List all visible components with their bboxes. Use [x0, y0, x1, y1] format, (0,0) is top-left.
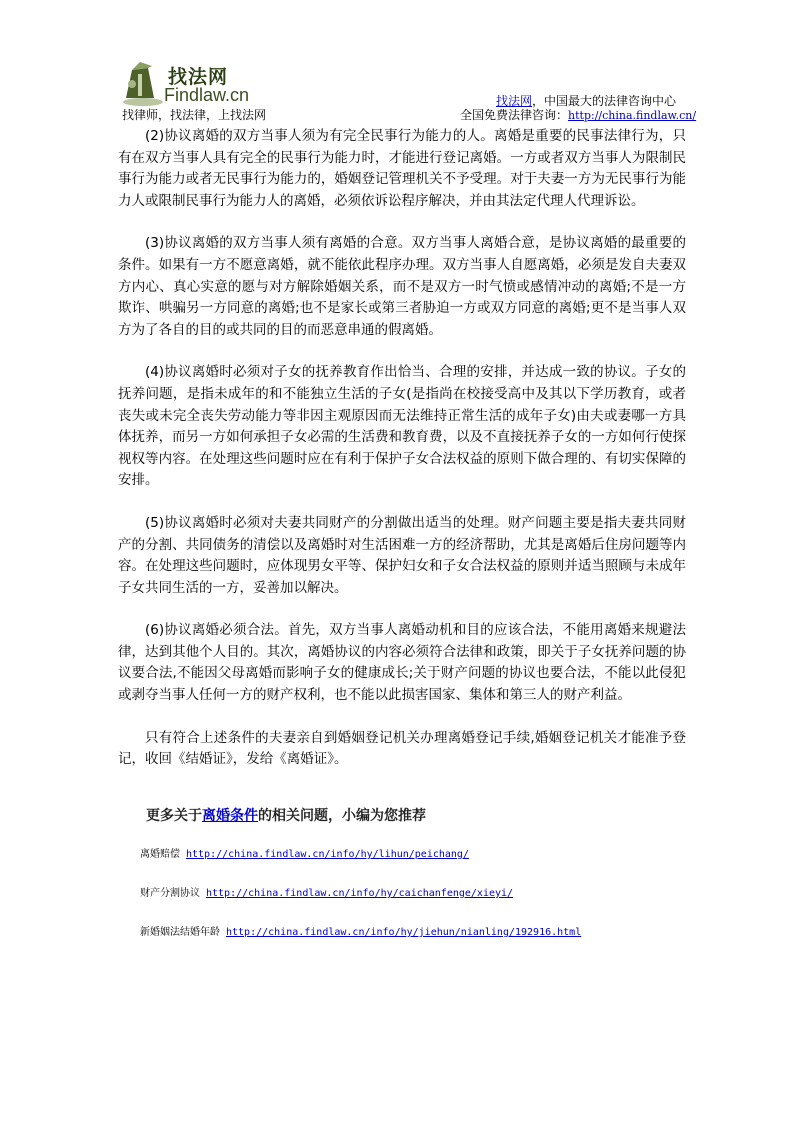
recommend-prefix: 更多关于 — [146, 808, 202, 824]
logo-chinese-text: 找法网 — [168, 66, 229, 88]
recommend-item — [140, 884, 513, 899]
site-link[interactable]: 找法网 — [496, 94, 533, 108]
hotline-url-link[interactable]: http://china.findlaw.cn/ — [568, 109, 697, 122]
hotline — [460, 106, 696, 123]
paragraph-condition-6: (6)协议离婚必须合法。首先，双方当事人离婚动机和目的应该合法，不能用离婚来规避法律，达到其他个人目的。其次，离婚协议的内容必须符合法律和政策，即关于子女抚养问题的协议要合法,不能因父母离婚而影响子女的健康成长;关于财产问题的协议也要合法，不能以此侵犯或剥夺当事人任何一方的财产权利，也不能以此损害国家、集体和第三人的财产利益。 — [118, 622, 686, 704]
recommend-item-label: 财产分割协议 — [140, 888, 200, 899]
logo-english-text: Findlaw.cn — [164, 85, 250, 105]
recommend-item-link[interactable]: http://china.findlaw.cn/info/hy/lihun/peichang/ — [186, 849, 469, 860]
recommend-item-link[interactable]: http://china.findlaw.cn/info/hy/caichanfenge/xieyi/ — [206, 888, 514, 899]
scales-logo-icon — [118, 58, 168, 108]
site-description: ，中国最大的法律咨询中心 — [532, 94, 677, 108]
recommend-item — [140, 845, 469, 860]
slogan: 找律师，找法律，上找法网 — [122, 108, 267, 122]
paragraph-condition-3: (3)协议离婚的双方当事人须有离婚的合意。双方当事人离婚合意，是协议离婚的最重要的条件。如果有一方不愿意离婚，就不能依此程序办理。双方当事人自愿离婚，必须是发自夫妻双方内心、真心实意的愿与对方解除婚姻关系，而不是双方一时气愤或感情冲动的离婚;不是一方欺诈、哄骗另一方同意的离婚;也不是家长或第三者胁迫一方或双方同意的离婚;更不是当事人双方为了各自的目的或共同的目的而恶意串通的假离婚。 — [118, 235, 686, 338]
hotline-label: 全国免费法律咨询： — [460, 108, 569, 122]
paragraph-condition-5: (5)协议离婚时必须对夫妻共同财产的分割做出适当的处理。财产问题主要是指夫妻共同财产的分割、共同债务的清偿以及离婚时对生活困难一方的经济帮助，尤其是离婚后住房问题等内容。在处理这些问题时，应体现男女平等、保护妇女和子女合法权益的原则并适当照顾与未成年子女共同生活的一方，妥善加以解决。 — [118, 514, 686, 596]
page-header — [0, 0, 794, 125]
recommend-heading — [146, 805, 426, 825]
recommend-keyword-link[interactable]: 离婚条件 — [202, 808, 258, 824]
recommend-item-link[interactable]: http://china.findlaw.cn/info/hy/jiehun/nianling/192916.html — [226, 927, 582, 938]
recommend-item — [140, 923, 581, 938]
recommend-item-label: 新婚姻法结婚年龄 — [140, 927, 220, 938]
article-body — [118, 126, 686, 792]
recommend-item-label: 离婚赔偿 — [140, 849, 180, 860]
paragraph-condition-4: (4)协议离婚时必须对子女的抚养教育作出恰当、合理的安排，并达成一致的协议。子女的抚养问题，是指未成年的和不能独立生活的子女(是指尚在校接受高中及其以下学历教育，或者丧失或未完全丧失劳动能力等非因主观原因而无法维持正常生活的成年子女)由夫或妻哪一方具体抚养，而另一方如何承担子女必需的生活费和教育费，以及不直接抚养子女的一方如何行使探视权等内容。在处理这些问题时应在有利于保护子女合法权益的原则下做合理的、有切实保障的安排。 — [118, 364, 686, 489]
paragraph-conclusion: 只有符合上述条件的夫妻亲自到婚姻登记机关办理离婚登记手续,婚姻登记机关才能准予登记，收回《结婚证》，发给《离婚证》。 — [118, 729, 686, 768]
findlaw-logo[interactable] — [118, 58, 258, 108]
recommend-suffix: 的相关问题，小编为您推荐 — [258, 808, 426, 824]
paragraph-condition-2: (2)协议离婚的双方当事人须为有完全民事行为能力的人。离婚是重要的民事法律行为，只有在双方当事人具有完全的民事行为能力时，才能进行登记离婚。一方或者双方当事人为限制民事行为能力或者无民事行为能力的，婚姻登记管理机关不予受理。对于夫妻一方为无民事行为能力人或限制民事行为能力人的离婚，必须依诉讼程序解决，并由其法定代理人代理诉讼。 — [118, 128, 686, 209]
